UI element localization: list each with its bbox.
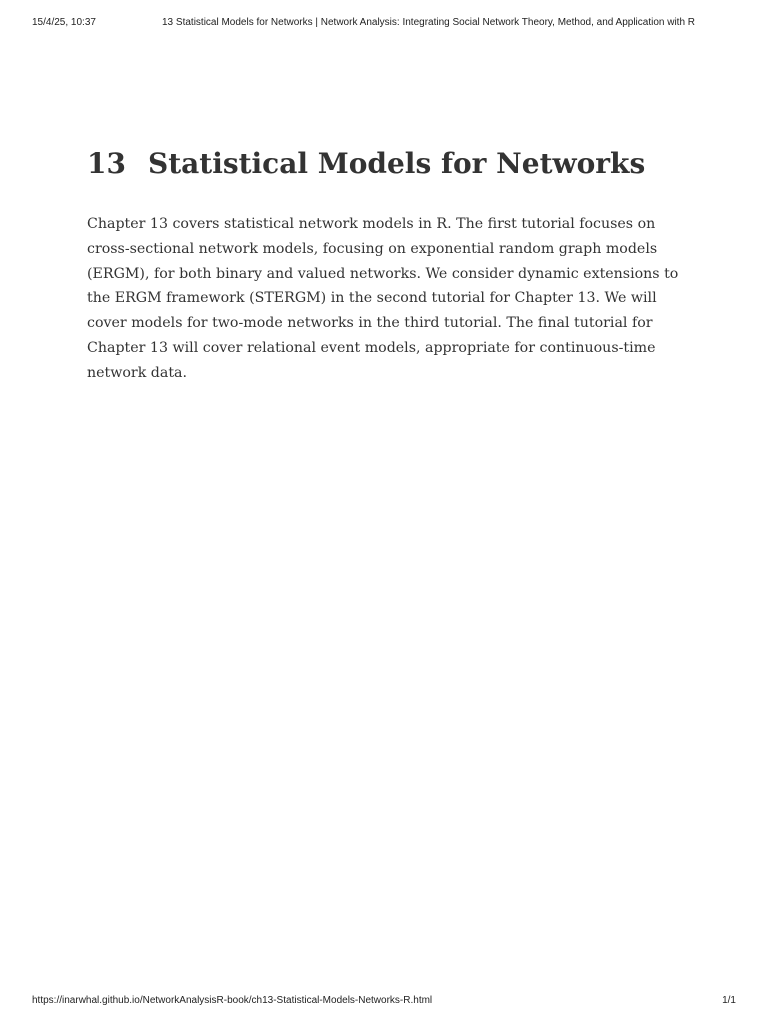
page-title (87, 142, 691, 186)
page-count: 1/1 (722, 995, 736, 1006)
print-header (32, 17, 736, 31)
chapter-intro-paragraph: Chapter 13 covers statistical network models in R. The first tutorial focuses on cross-sectional network models, focusing on exponential random graph models (ERGM), for both binary and valued networks. We consider dynamic extensions to the ERGM framework (STERGM) in the second tutorial for Chapter 13. We will cover models for two-mode networks in the third tutorial. The final tutorial for Chapter 13 will cover relational event models, appropriate for continuous-time network data. (87, 216, 679, 381)
print-date: 15/4/25, 10:37 (32, 17, 96, 28)
chapter-title: Statistical Models for Networks (147, 147, 646, 180)
print-footer (32, 995, 736, 1009)
print-page-title: 13 Statistical Models for Networks | Network Analysis: Integrating Social Network Theory, Method, and Application with R (162, 17, 696, 28)
page-url: https://inarwhal.github.io/NetworkAnalysisR-book/ch13-Statistical-Models-Networks-R.html (32, 995, 433, 1006)
chapter-content (87, 142, 691, 386)
chapter-number: 13 (87, 147, 126, 180)
